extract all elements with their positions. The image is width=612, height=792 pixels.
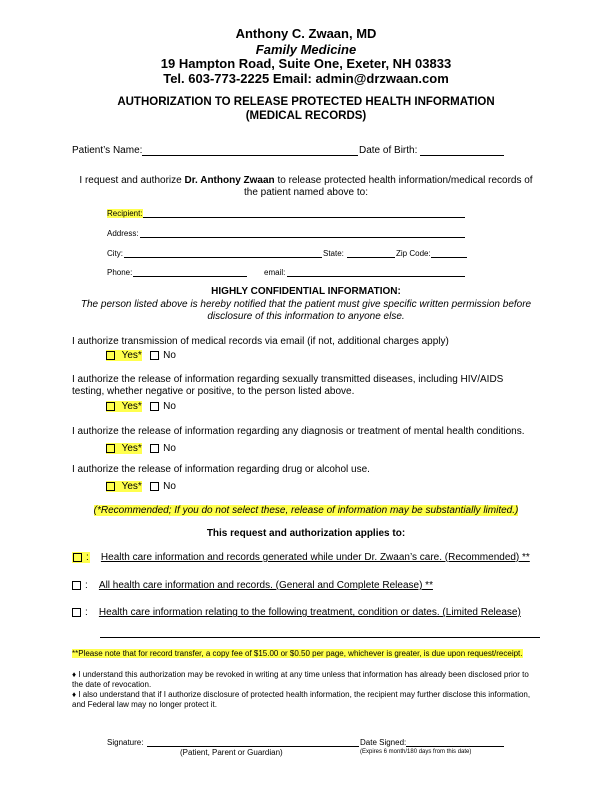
no-option[interactable]: No (150, 443, 176, 454)
no-checkbox[interactable] (150, 444, 159, 453)
recipient-field[interactable] (143, 217, 465, 218)
signature-label: Signature: (107, 738, 144, 747)
practice-address: 19 Hampton Road, Suite One, Exeter, NH 03833 (160, 56, 452, 71)
signature-field[interactable] (147, 746, 359, 747)
date-signed-field[interactable] (406, 746, 504, 747)
no-checkbox[interactable] (150, 351, 159, 360)
authorize-text-2: the patient named above to: (244, 187, 368, 198)
question-std-text-2: testing, whether negative or positive, to the person listed above. (72, 386, 355, 397)
address-field[interactable] (140, 237, 465, 238)
applies-option-general[interactable]: : All health care information and records. (General and Complete Release) ** (72, 580, 433, 591)
phone-label: Phone: (107, 268, 133, 277)
no-checkbox[interactable] (150, 402, 159, 411)
no-option[interactable]: No (150, 401, 176, 412)
yes-checkbox[interactable] (106, 444, 115, 453)
yes-option[interactable]: Yes* (106, 481, 142, 492)
fee-note: **Please note that for record transfer, a copy fee of $15.00 or $0.50 per page, whichever is greater, is due upon request/receipt. (72, 649, 523, 658)
no-checkbox[interactable] (150, 482, 159, 491)
doctor-name: Anthony C. Zwaan, MD (235, 26, 377, 41)
yes-checkbox[interactable] (106, 482, 115, 491)
dob-label: Date of Birth: (359, 145, 418, 156)
city-field[interactable] (124, 257, 322, 258)
yes-option[interactable]: Yes* (106, 401, 142, 412)
confidential-heading: HIGHLY CONFIDENTIAL INFORMATION: (211, 286, 401, 297)
question-std-text: I authorize the release of information regarding sexually transmitted diseases, including HIV/AIDS (72, 374, 504, 385)
form-title: AUTHORIZATION TO RELEASE PROTECTED HEALTH INFORMATION (117, 96, 495, 108)
limited-checkbox[interactable] (72, 608, 81, 617)
zip-field[interactable] (431, 257, 467, 258)
practice-contact: Tel. 603-773-2225 Email: admin@drzwaan.com (163, 71, 449, 86)
city-label: City: (107, 249, 123, 258)
applies-option-limited[interactable]: : Health care information relating to the following treatment, condition or dates. (Limited Release) (72, 607, 521, 618)
yes-checkbox[interactable] (106, 351, 115, 360)
yes-option[interactable]: Yes* (106, 443, 142, 454)
question-mental-options (106, 443, 176, 454)
no-option[interactable]: No (150, 350, 176, 361)
recipient-label: Recipient: (107, 209, 143, 218)
practice-name: Family Medicine (255, 42, 357, 57)
question-email-options (106, 350, 176, 361)
question-drug-text: I authorize the release of information regarding drug or alcohol use. (72, 464, 370, 475)
understand-2: ♦ I also understand that if I authorize disclosure of protected health information, the recipient may further disclose this information, (72, 690, 531, 699)
patient-name-field[interactable] (142, 155, 358, 156)
confidential-line1: The person listed above is hereby notified that the patient must give specific written permission before (80, 299, 532, 310)
form-subtitle: (MEDICAL RECORDS) (245, 110, 367, 122)
limited-details-field[interactable] (100, 637, 540, 638)
recommended-note: (*Recommended; If you do not select these, release of information may be substantially limited.) (93, 505, 519, 516)
understand-1: ♦ I understand this authorization may be revoked in writing at any time unless that information has already been disclosed prior to (72, 670, 529, 679)
date-signed-sub: (Expires 6 month/180 days from this date) (360, 749, 472, 755)
general-checkbox[interactable] (72, 581, 81, 590)
understand-1b: the date of revocation. (72, 680, 152, 689)
signature-sub: (Patient, Parent or Guardian) (180, 748, 283, 757)
understand-2b: and Federal law may no longer protect it. (72, 700, 217, 709)
phone-field[interactable] (133, 276, 247, 277)
zip-label: Zip Code: (396, 249, 431, 258)
email-field[interactable] (287, 276, 465, 277)
no-option[interactable]: No (150, 481, 176, 492)
address-label: Address: (107, 229, 139, 238)
applies-heading: This request and authorization applies to: (206, 528, 406, 539)
recommended-checkbox[interactable] (73, 553, 82, 562)
email-label: email: (264, 268, 286, 277)
state-label: State: (323, 249, 344, 258)
patient-name-label: Patient’s Name: (72, 145, 143, 156)
question-std-options (106, 401, 176, 412)
question-drug-options (106, 481, 176, 492)
confidential-line2: disclosure of this information to anyone else. (207, 311, 405, 322)
state-field[interactable] (347, 257, 395, 258)
question-mental-text: I authorize the release of information regarding any diagnosis or treatment of mental health conditions. (72, 426, 525, 437)
question-email-text: I authorize transmission of medical records via email (if not, additional charges apply) (72, 336, 449, 347)
authorize-doctor: Dr. Anthony Zwaan (184, 175, 275, 186)
yes-option[interactable]: Yes* (106, 350, 142, 361)
yes-checkbox[interactable] (106, 402, 115, 411)
authorize-text: I request and authorize Dr. Anthony Zwaan to release protected health information/medical records of (79, 175, 533, 186)
applies-option-recommended[interactable]: : Health care information and records generated while under Dr. Zwaan’s care. (Recommended) ** (72, 552, 530, 563)
dob-field[interactable] (420, 155, 504, 156)
date-signed-label: Date Signed: (360, 738, 407, 747)
